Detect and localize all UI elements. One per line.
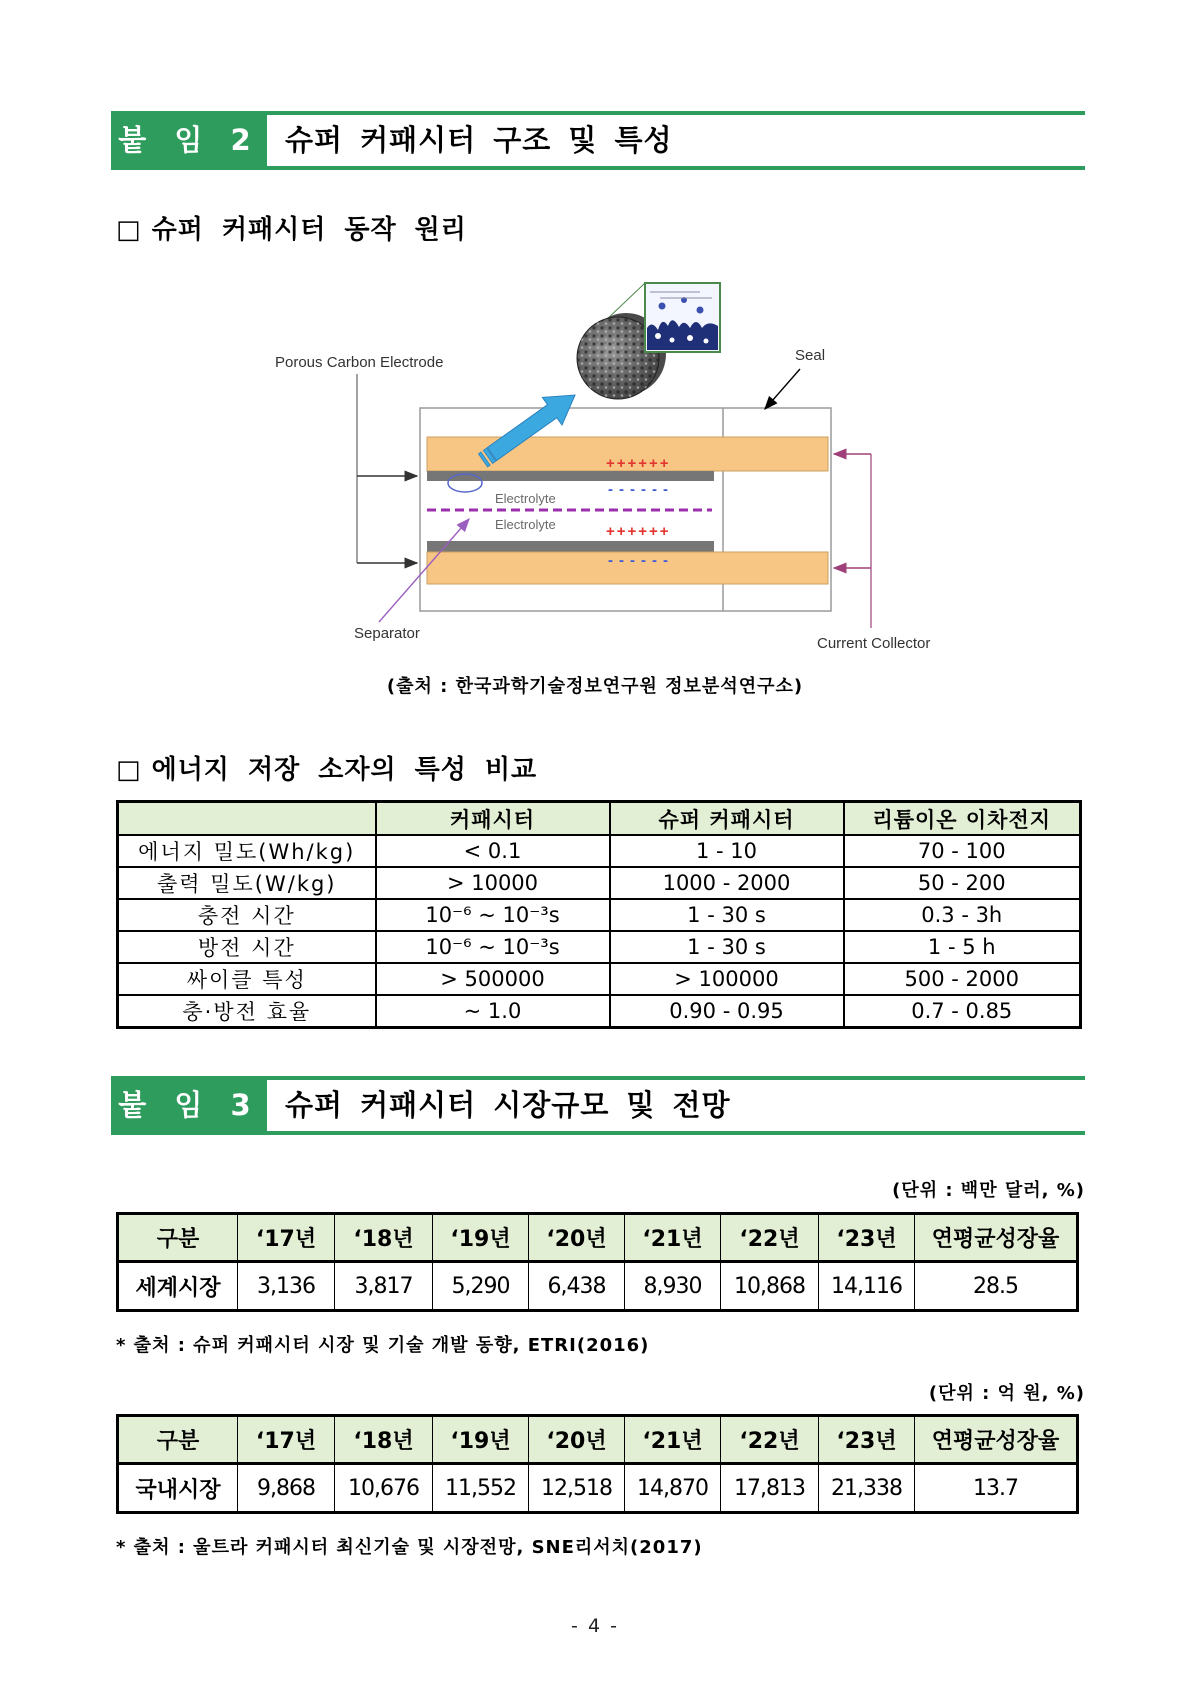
appendix-badge: 붙 임 2 (111, 115, 267, 166)
energy-storage-comparison-table (116, 800, 1082, 1029)
upper-carbon-electrode (427, 471, 714, 481)
table-cell: 10⁻⁶ ~ 10⁻³s (376, 899, 610, 931)
table-cell: 17,813 (721, 1464, 819, 1513)
table-cell: 1 - 10 (610, 835, 844, 867)
table-row (118, 867, 1081, 899)
row-label: 싸이클 특성 (118, 963, 376, 995)
table-header-cell: ‘21년 (625, 1214, 721, 1262)
domestic-market-table (116, 1414, 1079, 1514)
table-header-cell: ‘17년 (238, 1416, 335, 1464)
appendix-title: 슈퍼 커패시터 구조 및 특성 (285, 123, 673, 157)
electrolyte-label-lower: Electrolyte (495, 517, 556, 532)
positive-charges-lower: ++++++ (606, 523, 671, 540)
principle-heading-text: 슈퍼 커패시터 동작 원리 (151, 215, 467, 245)
table-header-cell: 연평균성장율 (915, 1416, 1078, 1464)
negative-charges-upper: ------ (608, 481, 674, 498)
appendix-3-header (111, 1076, 1085, 1135)
table-cell: 11,552 (433, 1464, 529, 1513)
table-row (118, 963, 1081, 995)
row-label: 국내시장 (118, 1464, 238, 1513)
electrolyte-label-upper: Electrolyte (495, 491, 556, 506)
table-header-cell: 연평균성장율 (915, 1214, 1078, 1262)
table-cell: 13.7 (915, 1464, 1078, 1513)
table-cell: 70 - 100 (844, 835, 1081, 867)
table-header-cell: 리튬이온 이차전지 (844, 802, 1081, 836)
table-cell: 3,136 (238, 1262, 335, 1311)
table-cell: 3,817 (335, 1262, 433, 1311)
porous-carbon-electrode-label: Porous Carbon Electrode (275, 354, 444, 371)
table-cell: 14,870 (625, 1464, 721, 1513)
appendix-badge: 붙 임 3 (111, 1080, 267, 1131)
appendix-title: 슈퍼 커패시터 시장규모 및 전망 (285, 1088, 731, 1122)
square-bullet-icon: □ (116, 755, 142, 785)
table-cell: 50 - 200 (844, 867, 1081, 899)
row-label: 충전 시간 (118, 899, 376, 931)
table-cell: 6,438 (529, 1262, 625, 1311)
table-header-cell: ‘21년 (625, 1416, 721, 1464)
appendix-2-header (111, 111, 1085, 170)
table-cell: 8,930 (625, 1262, 721, 1311)
table-cell: 21,338 (819, 1464, 915, 1513)
row-label: 에너지 밀도(Wh/kg) (118, 835, 376, 867)
table-header-cell: ‘17년 (238, 1214, 335, 1262)
table-cell: ~ 1.0 (376, 995, 610, 1028)
table-cell: 12,518 (529, 1464, 625, 1513)
table-cell: 500 - 2000 (844, 963, 1081, 995)
table-cell: > 500000 (376, 963, 610, 995)
table-cell: 14,116 (819, 1262, 915, 1311)
principle-heading (116, 209, 467, 246)
pore-structure-inset (645, 283, 720, 352)
table-cell: 0.90 - 0.95 (610, 995, 844, 1028)
table-cell: > 100000 (610, 963, 844, 995)
table-cell: 1 - 5 h (844, 931, 1081, 963)
table-row (118, 1262, 1078, 1311)
negative-charges-lower: ------ (608, 552, 674, 569)
diagram-source: (출처 : 한국과학기술정보연구원 정보분석연구소) (386, 676, 804, 697)
table-header-row (118, 1214, 1078, 1262)
table-header-cell: ‘18년 (335, 1214, 433, 1262)
row-label: 방전 시간 (118, 931, 376, 963)
table-header-cell: ‘20년 (529, 1416, 625, 1464)
table-cell: 1000 - 2000 (610, 867, 844, 899)
domestic-market-source: * 출처 : 울트라 커패시터 최신기술 및 시장전망, SNE리서치(2017) (116, 1537, 703, 1558)
table-row (118, 899, 1081, 931)
comparison-heading-text: 에너지 저장 소자의 특성 비교 (151, 755, 538, 785)
row-label: 충·방전 효율 (118, 995, 376, 1028)
table-header-cell: 구분 (118, 1214, 238, 1262)
square-bullet-icon: □ (116, 215, 142, 245)
table-header-cell: ‘22년 (721, 1416, 819, 1464)
world-market-unit: (단위 : 백만 달러, %) (892, 1180, 1085, 1201)
table-header-cell: ‘20년 (529, 1214, 625, 1262)
table-cell: 10,868 (721, 1262, 819, 1311)
table-header-cell: ‘22년 (721, 1214, 819, 1262)
table-row (118, 835, 1081, 867)
separator-label: Separator (354, 625, 420, 642)
table-cell: 10,676 (335, 1464, 433, 1513)
table-cell: 1 - 30 s (610, 931, 844, 963)
table-header-cell: 커패시터 (376, 802, 610, 836)
current-collector-label: Current Collector (817, 635, 931, 652)
table-row (118, 995, 1081, 1028)
row-label: 출력 밀도(W/kg) (118, 867, 376, 899)
world-market-source: * 출처 : 슈퍼 커패시터 시장 및 기술 개발 동향, ETRI(2016) (116, 1335, 650, 1356)
world-market-table (116, 1212, 1079, 1312)
table-header-cell: ‘19년 (433, 1214, 529, 1262)
comparison-heading (116, 749, 537, 786)
table-cell: < 0.1 (376, 835, 610, 867)
table-cell: 0.7 - 0.85 (844, 995, 1081, 1028)
table-row (118, 1464, 1078, 1513)
table-header-row (118, 1416, 1078, 1464)
table-header-cell: 슈퍼 커패시터 (610, 802, 844, 836)
table-header-cell: ‘23년 (819, 1214, 915, 1262)
table-cell: 10⁻⁶ ~ 10⁻³s (376, 931, 610, 963)
seal-label: Seal (795, 347, 826, 364)
positive-charges-upper: ++++++ (606, 455, 671, 472)
table-header-cell: ‘23년 (819, 1416, 915, 1464)
table-header-cell: ‘19년 (433, 1416, 529, 1464)
table-cell: 1 - 30 s (610, 899, 844, 931)
table-cell: 28.5 (915, 1262, 1078, 1311)
row-label: 세계시장 (118, 1262, 238, 1311)
table-cell: 5,290 (433, 1262, 529, 1311)
table-cell: 9,868 (238, 1464, 335, 1513)
supercapacitor-diagram (0, 270, 1190, 670)
table-header-cell: ‘18년 (335, 1416, 433, 1464)
domestic-market-unit: (단위 : 억 원, %) (928, 1383, 1085, 1404)
table-cell: 0.3 - 3h (844, 899, 1081, 931)
table-row (118, 931, 1081, 963)
table-cell: > 10000 (376, 867, 610, 899)
page-number: - 4 - (571, 1615, 619, 1637)
seal-arrow (765, 369, 800, 409)
lower-carbon-electrode (427, 541, 714, 552)
table-header-cell (118, 802, 376, 836)
table-header-row (118, 802, 1081, 836)
table-header-cell: 구분 (118, 1416, 238, 1464)
